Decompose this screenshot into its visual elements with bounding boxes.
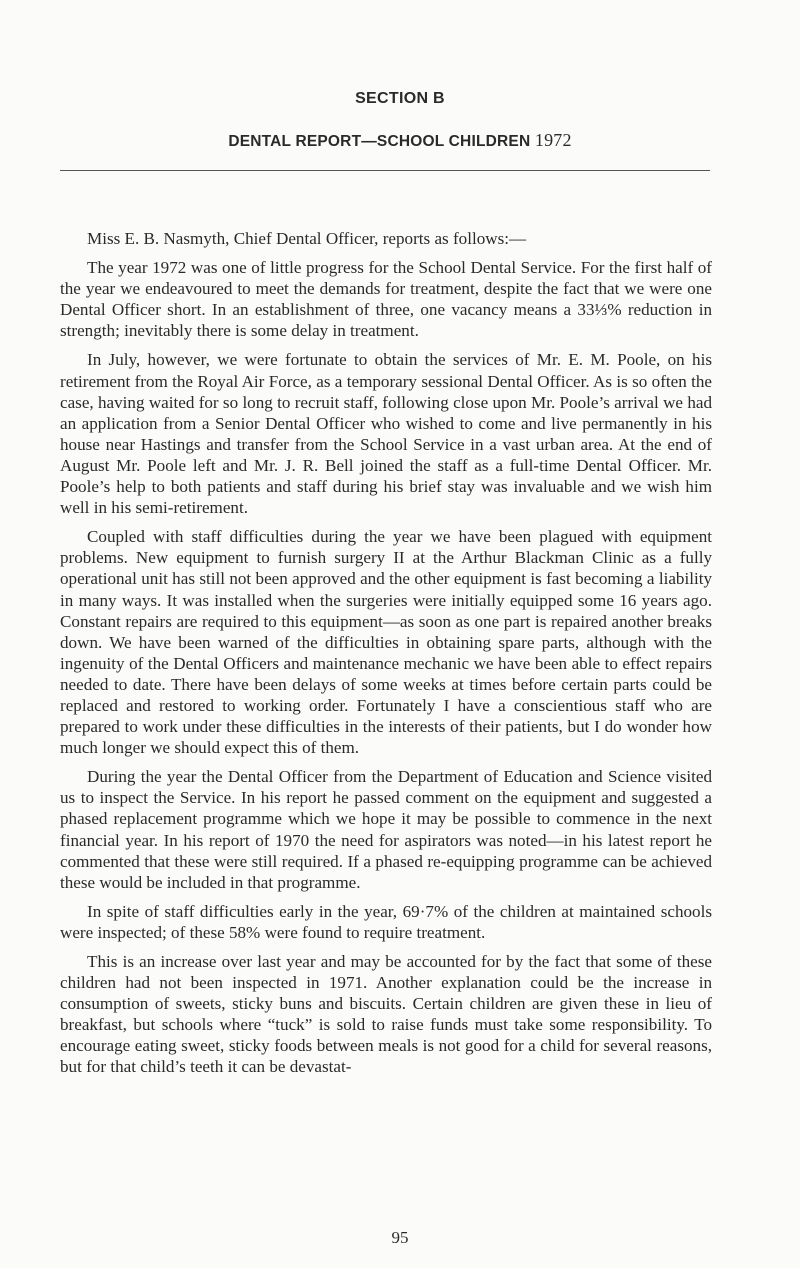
title-divider bbox=[60, 170, 710, 171]
paragraph-inspection: During the year the Dental Officer from the Department of Education and Science visited us to inspect the Service. In his report he passed comment on the equipment and suggested a phased replacement programme which we hope it may be possible to commence in the next financial year. In his report of 1970 the need for aspirators was noted—in his latest report he commented that these were still required. If a phased re-equipping programme can be achieved these would be included in that programme. bbox=[60, 767, 712, 892]
paragraph-diet: This is an increase over last year and may be accounted for by the fact that some of these children had not been inspected in 1971. Another explanation could be the increase in consumption of sweets, sticky buns and biscuits. Certain children are given these in lieu of breakfast, but schools where “tuck” is sold to raise funds must take some responsibility. To encourage eating sweet, sticky foods between meals is not good for a child for several reasons, but for that child’s teeth it can be devastat- bbox=[60, 952, 712, 1077]
paragraph-progress: The year 1972 was one of little progress for the School Dental Service. For the first half of the year we endeavoured to meet the demands for treatment, despite the fact that we were one Dental Officer short. In an establishment of three, one vacancy means a 33⅓% reduction in strength; inevitably there is some delay in treatment. bbox=[60, 258, 712, 341]
paragraph-equipment: Coupled with staff difficulties during the year we have been plagued with equipment problems. New equipment to furnish surgery II at the Arthur Blackman Clinic as a fully operational unit has still not been approved and the other equipment is fast becoming a liability in many ways. It was installed when the surgeries were initially equipped some 16 years ago. Constant repairs are required to this equipment—as soon as one part is repaired another breaks down. We have been warned of the difficulties in obtaining spare parts, although with the ingenuity of the Dental Officers and maintenance mechanic we have been able to effect repairs needed to date. There have been delays of some weeks at times before certain parts could be replaced and restored to working order. Fortunately I have a conscientious staff who are prepared to work under these difficulties in the interests of their patients, but I do wonder how much longer we should expect this of them. bbox=[60, 527, 712, 758]
report-title-text: DENTAL REPORT—SCHOOL CHILDREN bbox=[228, 133, 531, 150]
page-number: 95 bbox=[391, 1228, 409, 1247]
report-year: 1972 bbox=[534, 130, 572, 150]
paragraph-intro: Miss E. B. Nasmyth, Chief Dental Officer, reports as follows:— bbox=[87, 229, 527, 248]
paragraph-statistics: In spite of staff difficulties early in the year, 69·7% of the children at maintained schools were inspected; of these 58% were found to require treatment. bbox=[60, 901, 712, 942]
section-heading: SECTION B bbox=[355, 90, 445, 107]
report-title bbox=[0, 130, 800, 151]
report-body bbox=[60, 228, 712, 1086]
paragraph-staffing: In July, however, we were fortunate to obtain the services of Mr. E. M. Poole, on his retirement from the Royal Air Force, as a temporary sessional Dental Officer. As is so often the case, having waited for so long to recruit staff, following close upon Mr. Poole’s arrival we had an application from a Senior Dental Officer who wished to come and live permanently in his house near Hastings and transfer from the School Service in a vast urban area. At the end of August Mr. Poole left and Mr. J. R. Bell joined the staff as a full-time Dental Officer. Mr. Poole’s help to both patients and staff during his brief stay was invaluable and we wish him well in his semi-retirement. bbox=[60, 350, 712, 518]
